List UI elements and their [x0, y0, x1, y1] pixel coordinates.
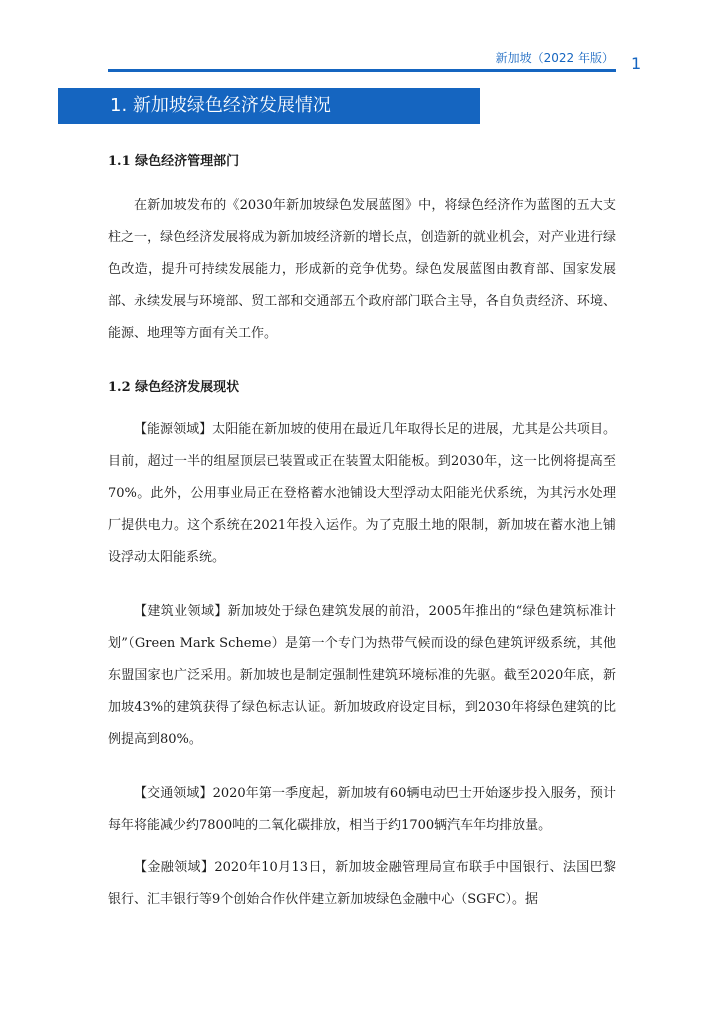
paragraph-text: 太阳能在新加坡的使用在最近几年取得长足的进展，尤其是公共项目。目前，超过一半的组屋顶层已装置或正在装置太阳能板。到2030年，这一比例将提高至70%。此外，公用事业局正在登格蓄水池铺设大型浮动太阳能光伏系统，为其污水处理厂提供电力。这个系统在2021年投入运作。为了克服土地的限制，新加坡在蓄水池上铺设浮动太阳能系统。: [108, 422, 616, 565]
paragraph-text: 在新加坡发布的《2030年新加坡绿色发展蓝图》中，将绿色经济作为蓝图的五大支柱之一，绿色经济发展将成为新加坡经济新的增长点，创造新的就业机会，对产业进行绿色改造，提升可持续发展能力，形成新的竞争优势。绿色发展蓝图由教育部、国家发展部、永续发展与环境部、贸工部和交通部五个政府部门联合主导，各自负责经济、环境、能源、地理等方面有关工作。: [108, 198, 616, 341]
running-header-title: 新加坡（2022 年版）: [495, 51, 614, 65]
paragraph-text: 2020年第一季度起，新加坡有60辆电动巴士开始逐步投入服务，预计每年将能减少约7800吨的二氧化碳排放，相当于约1700辆汽车年均排放量。: [108, 786, 616, 833]
paragraph-management-departments: [108, 190, 616, 350]
paragraph-text: 2020年10月13日，新加坡金融管理局宣布联手中国银行、法国巴黎银行、汇丰银行等9个创始合作伙伴建立新加坡绿色金融中心（SGFC）。据: [108, 860, 616, 907]
paragraph-text: 新加坡处于绿色建筑发展的前沿，2005年推出的“绿色建筑标准计划”（Green Mark Scheme）是第一个专门为热带气候而设的绿色建筑评级系统，其他东盟国家也广泛采用。新加坡也是制定强制性建筑环境标准的先驱。截至2020年底，新加坡43%的建筑获得了绿色标志认证。新加坡政府设定目标，到2030年将绿色建筑的比例提高到80%。: [108, 604, 616, 747]
paragraph-energy-sector: [108, 414, 616, 574]
paragraph-tag: 【金融领域】: [134, 860, 215, 875]
header-divider: [108, 69, 616, 72]
paragraph-tag: 【建筑业领域】: [134, 604, 228, 619]
subsection-heading-1-2: 1.2 绿色经济发展现状: [108, 380, 240, 395]
paragraph-transport-sector: [108, 778, 616, 842]
page-number: 1: [631, 54, 642, 73]
paragraph-tag: 【能源领域】: [134, 422, 213, 437]
paragraph-construction-sector: [108, 596, 616, 756]
paragraph-finance-sector: [108, 852, 616, 916]
section-title-banner: 1. 新加坡绿色经济发展情况: [58, 88, 480, 124]
subsection-heading-1-1: 1.1 绿色经济管理部门: [108, 154, 240, 169]
paragraph-tag: 【交通领域】: [134, 786, 213, 801]
